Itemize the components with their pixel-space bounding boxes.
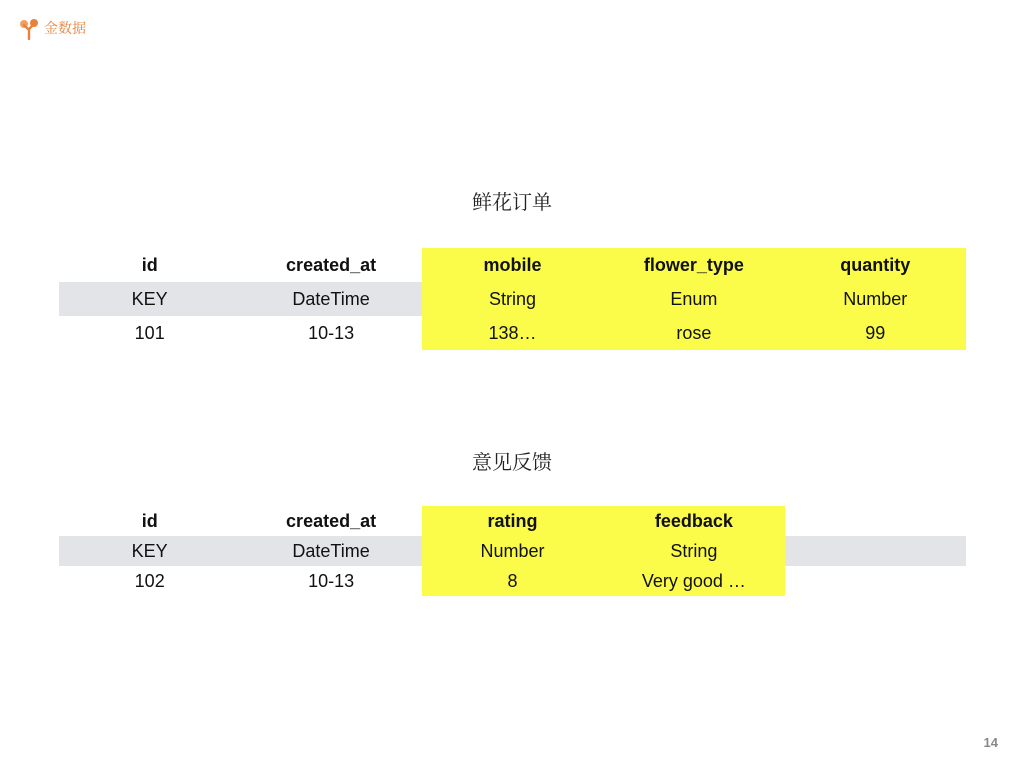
type-cell: String bbox=[603, 536, 784, 566]
table-cell: 8 bbox=[422, 566, 603, 596]
column-header: created_at bbox=[286, 254, 377, 275]
feedback-table bbox=[59, 506, 966, 596]
table-cell: 99 bbox=[785, 316, 966, 350]
table-header-row bbox=[59, 506, 966, 536]
table-cell: rose bbox=[603, 316, 784, 350]
page-number: 14 bbox=[983, 735, 998, 750]
column-header: created_at bbox=[286, 510, 377, 531]
column-header: id bbox=[141, 510, 158, 531]
flower-order-table bbox=[59, 248, 966, 350]
empty-cell bbox=[785, 506, 966, 536]
table2-title: 意见反馈 bbox=[472, 450, 552, 474]
sprout-logo-icon bbox=[18, 18, 40, 40]
type-cell: KEY bbox=[131, 540, 168, 561]
column-header: id bbox=[141, 254, 158, 275]
type-cell: String bbox=[422, 282, 603, 316]
type-cell: Enum bbox=[603, 282, 784, 316]
type-cell: Number bbox=[422, 536, 603, 566]
type-cell: Number bbox=[785, 282, 966, 316]
brand-logo bbox=[18, 18, 86, 40]
table-type-row bbox=[59, 282, 966, 316]
table-type-row bbox=[59, 536, 966, 566]
column-header: feedback bbox=[603, 506, 784, 536]
column-header: quantity bbox=[785, 248, 966, 282]
table-cell: 101 bbox=[134, 322, 165, 343]
table1-title: 鲜花订单 bbox=[472, 190, 552, 214]
type-cell: DateTime bbox=[292, 540, 370, 561]
table-cell: 10-13 bbox=[308, 570, 355, 591]
column-header: rating bbox=[422, 506, 603, 536]
type-cell: KEY bbox=[131, 288, 168, 309]
table-cell: 102 bbox=[134, 570, 165, 591]
table-cell: Very good … bbox=[603, 566, 784, 596]
empty-cell bbox=[785, 536, 966, 566]
table-row bbox=[59, 316, 966, 350]
column-header: flower_type bbox=[603, 248, 784, 282]
table-row bbox=[59, 566, 966, 596]
type-cell: DateTime bbox=[292, 288, 370, 309]
empty-cell bbox=[785, 566, 966, 596]
brand-name: 金数据 bbox=[44, 21, 86, 37]
table-cell: 10-13 bbox=[308, 322, 355, 343]
column-header: mobile bbox=[422, 248, 603, 282]
table-cell: 138… bbox=[422, 316, 603, 350]
table-header-row bbox=[59, 248, 966, 282]
